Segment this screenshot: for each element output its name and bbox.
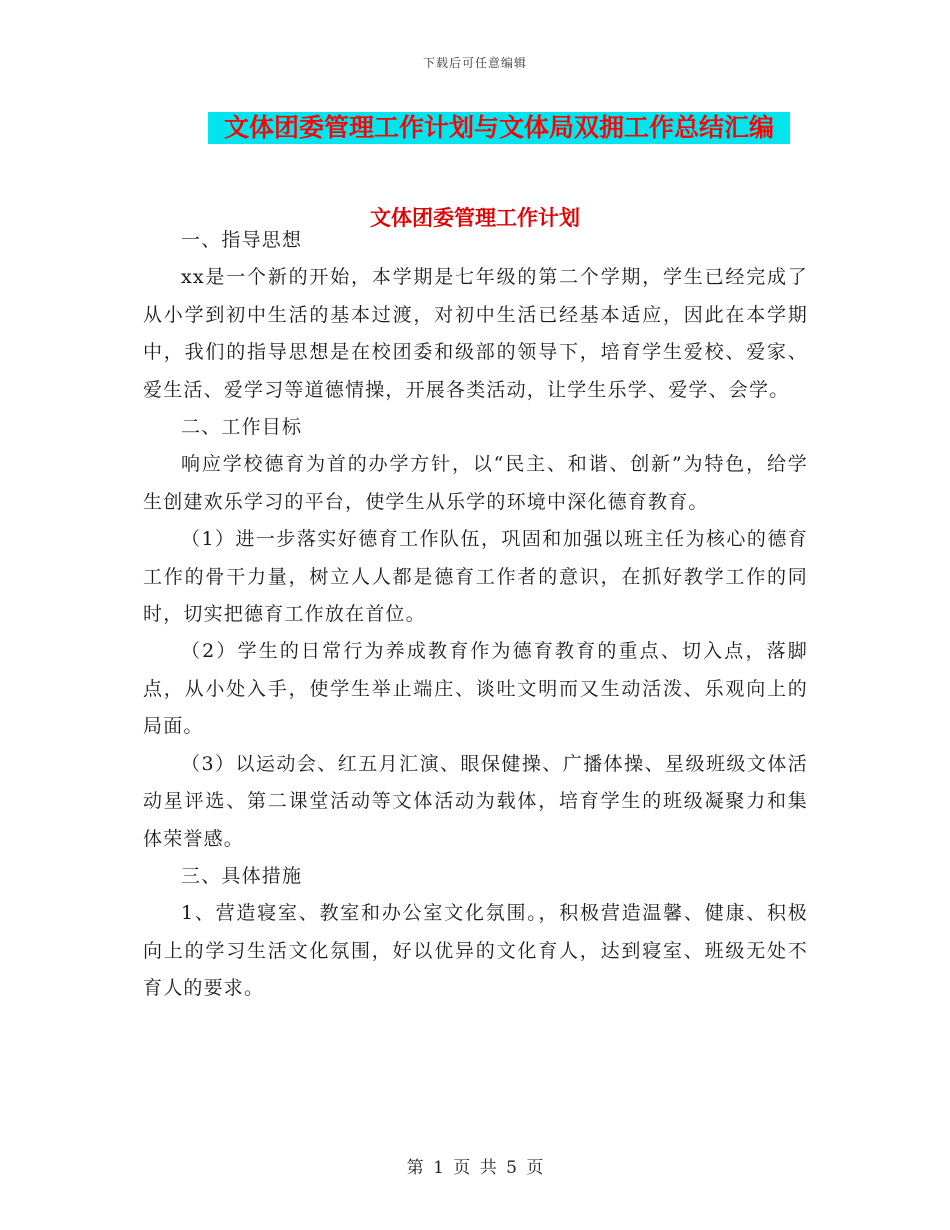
header-note: 下载后可任意编辑 <box>422 56 527 70</box>
heading-guiding-ideology: 一、指导思想 <box>181 229 303 251</box>
section-title: 文体团委管理工作计划 <box>370 205 580 230</box>
paragraph-work-goals: 响应学校德育为首的办学方针，以“民主、和谐、创新”为特色，给学生创建欢乐学习的平台，使学生从乐学的环境中深化德育教育。 <box>143 453 808 513</box>
page-footer: 第 1 页 共 5 页 <box>406 1158 544 1178</box>
document-title: 文体团委管理工作计划与文体局双拥工作总结汇编 <box>208 112 790 144</box>
paragraph-goal-3: （3）以运动会、红五月汇演、眼保健操、广播体操、星级班级文体活动星评选、第二课堂活动等文体活动为载体，培育学生的班级凝聚力和集体荣誉感。 <box>143 752 808 850</box>
paragraph-guiding-ideology: xx是一个新的开始，本学期是七年级的第二个学期，学生已经完成了从小学到初中生活的基本过渡，对初中生活已经基本适应，因此在本学期中，我们的指导思想是在校团委和级部的领导下，培育学生爱校、爱家、爱生活、爱学习等道德情操，开展各类活动，让学生乐学、爱学、会学。 <box>143 266 808 401</box>
paragraph-goal-1: （1）进一步落实好德育工作队伍，巩固和加强以班主任为核心的德育工作的骨干力量，树立人人都是德育工作者的意识，在抓好教学工作的同时，切实把德育工作放在首位。 <box>143 528 808 626</box>
heading-specific-measures: 三、具体措施 <box>181 864 303 887</box>
paragraph-goal-2: （2）学生的日常行为养成教育作为德育教育的重点、切入点，落脚点，从小处入手，使学生举止端庄、谈吐文明而又生动活泼、乐观向上的局面。 <box>143 640 808 738</box>
document-body <box>143 222 808 1008</box>
heading-work-goals: 二、工作目标 <box>181 416 303 439</box>
paragraph-measure-1: 1、营造寝室、教室和办公室文化氛围。，积极营造温馨、健康、积极向上的学习生活文化氛围，好以优异的文化育人，达到寝室、班级无处不育人的要求。 <box>143 902 808 1000</box>
